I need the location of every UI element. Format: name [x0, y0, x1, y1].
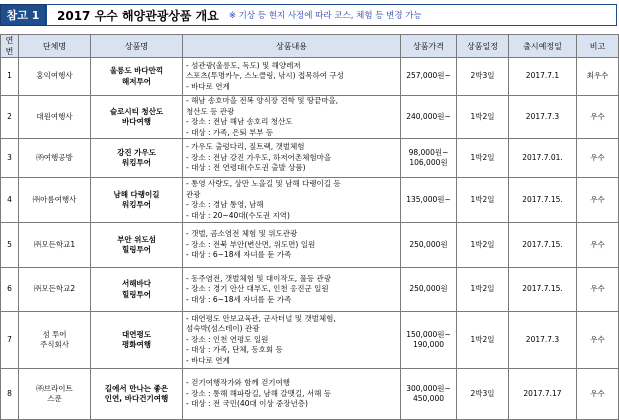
organization-line: 스푼: [47, 394, 62, 403]
product-content-cell: [183, 139, 401, 178]
row-number: 2: [1, 96, 19, 139]
content-line: - 장소 : 경기 안산 대부도, 인천 옹진군 일원: [186, 284, 329, 294]
price-line: 106,000원: [409, 158, 448, 167]
product-name-line: 평화여행: [122, 340, 151, 349]
price-cell: [401, 369, 457, 420]
release-date-cell: 2017.7.17: [509, 369, 577, 420]
product-content-cell: [183, 58, 401, 96]
organization-cell: [19, 369, 91, 420]
product-name-line: 슬로시티 청산도: [109, 106, 164, 116]
organization-cell: [19, 96, 91, 139]
price-line: 135,000원~: [406, 194, 451, 204]
product-table: [0, 34, 619, 420]
column-header: 상품일정: [457, 35, 509, 58]
content-line: - 대상 : 가족, 단체, 동호회 등: [186, 345, 283, 355]
content-line: - 대연평도 안보교육관, 군사터널 및 갯벌체험,: [186, 313, 336, 323]
price-cell: [401, 178, 457, 223]
page-title: 2017 우수 해양관광상품 개요: [57, 8, 219, 23]
column-header: 연번: [1, 35, 19, 58]
table-header-row: [1, 35, 619, 58]
content-line: - 대상 : 전 국민(40대 이상 중장년층): [186, 399, 308, 409]
remark-cell: 우수: [577, 312, 619, 369]
product-name-cell: [91, 268, 183, 312]
product-name-line: 부안 위도섬: [117, 234, 156, 244]
content-line: - 섬관광(울릉도, 독도) 및 해양레저: [186, 60, 301, 70]
content-line: - 장소 : 전남 해남 송호리 청산도: [186, 117, 293, 126]
table-row: [1, 139, 619, 178]
content-line: - 걷기여행작가와 함께 걷기여행: [186, 378, 291, 388]
content-line: 관광: [186, 189, 201, 199]
remark-cell: 우수: [577, 96, 619, 139]
remark-cell: 우수: [577, 139, 619, 178]
organization-line: ㈜브라이트: [36, 383, 73, 393]
organization-line: 홍익여행사: [36, 71, 73, 81]
organization-line: 섬 투어: [42, 329, 67, 339]
product-name-cell: [91, 58, 183, 96]
release-date-cell: 2017.7.15.: [509, 268, 577, 312]
product-name-cell: [91, 96, 183, 139]
release-date-cell: 2017.7.1: [509, 58, 577, 96]
content-line: - 장소 : 전북 부안(변산면, 위도면) 일원: [186, 239, 316, 249]
row-number: 4: [1, 178, 19, 223]
organization-line: ㈜모든학교1: [33, 239, 76, 249]
table-row: [1, 178, 619, 223]
content-line: - 대상 : 20~40대(수도권 지역): [186, 210, 290, 220]
product-name-line: 인연, 바다건기여행: [104, 394, 169, 403]
product-name-cell: [91, 178, 183, 223]
price-cell: [401, 96, 457, 139]
content-line: - 대상 : 6~18세 자녀를 둔 가족: [186, 250, 292, 260]
product-name-cell: [91, 312, 183, 369]
schedule-cell: 1박2일: [457, 96, 509, 139]
release-date-cell: 2017.7.3: [509, 312, 577, 369]
price-line: 190,000: [412, 340, 444, 349]
price-line: 450,000: [412, 394, 444, 403]
content-line: - 장소 : 경남 통영, 남해: [186, 200, 264, 209]
schedule-cell: 1박2일: [457, 139, 509, 178]
product-name-cell: [91, 139, 183, 178]
product-name-line: 울릉도 바다만끽: [109, 66, 164, 75]
table-row: [1, 58, 619, 96]
price-line: 240,000원~: [406, 111, 451, 121]
notice-text: ※ 기상 등 현지 사정에 따라 코스, 체험 등 변경 가능: [228, 11, 422, 21]
product-name-line: 힐링투어: [122, 245, 151, 254]
content-line: - 바다로 연계: [186, 81, 230, 91]
header: [0, 0, 619, 30]
content-line: - 해남 송호마을 전복 양식장 견학 및 땅끝마을,: [186, 96, 339, 105]
organization-cell: [19, 58, 91, 96]
column-header: 출시예정일: [509, 35, 577, 58]
column-header: 비고: [577, 35, 619, 58]
content-line: 청산도 등 관광: [186, 106, 235, 116]
product-name-cell: [91, 369, 183, 420]
remark-cell: 우수: [577, 178, 619, 223]
product-content-cell: [183, 268, 401, 312]
content-line: 스포츠(투명카누, 스노클링, 낚시) 접목하여 구성: [186, 71, 344, 81]
schedule-cell: 1박2일: [457, 223, 509, 268]
remark-cell: 우수: [577, 223, 619, 268]
column-header: 상품내용: [183, 35, 401, 58]
price-cell: [401, 223, 457, 268]
row-number: 5: [1, 223, 19, 268]
schedule-cell: 1박2일: [457, 312, 509, 369]
organization-cell: [19, 312, 91, 369]
price-line: 300,000원~: [406, 383, 451, 393]
product-name-line: 해저투어: [122, 76, 151, 86]
organization-line: ㈜아름여행사: [32, 194, 77, 204]
schedule-cell: 1박2일: [457, 178, 509, 223]
product-name-line: 워킹투어: [122, 200, 151, 209]
content-line: - 가우도 출렁다리, 짚트랙, 갯벌체험: [186, 142, 305, 152]
content-line: - 바다로 연계: [186, 355, 230, 365]
content-line: - 장소 : 통해 해파랑길, 남해 갈맷길, 서해 등: [186, 388, 331, 398]
remark-cell: 우수: [577, 268, 619, 312]
price-line: 150,000원~: [406, 329, 451, 339]
table-row: [1, 223, 619, 268]
product-content-cell: [183, 96, 401, 139]
product-content-cell: [183, 312, 401, 369]
content-line: - 장소 : 전남 강진 가우도, 하저어촌체험마을: [186, 152, 332, 162]
product-content-cell: [183, 369, 401, 420]
content-line: - 대상 : 가족, 은퇴 부부 등: [186, 127, 274, 137]
row-number: 8: [1, 369, 19, 420]
column-header: 상품명: [91, 35, 183, 58]
product-name-line: 대연평도: [122, 329, 151, 339]
table-row: [1, 312, 619, 369]
product-name-line: 강진 가우도: [117, 147, 156, 157]
table-row: [1, 96, 619, 139]
price-line: 250,000원: [409, 284, 448, 294]
product-name-line: 서해바다: [122, 279, 151, 288]
schedule-cell: 1박2일: [457, 268, 509, 312]
row-number: 1: [1, 58, 19, 96]
content-line: - 대상 : 6~18세 자녀를 둔 가족: [186, 294, 292, 304]
product-name-line: 남해 다랭이길: [113, 189, 160, 199]
remark-cell: 우수: [577, 369, 619, 420]
column-header: 단체명: [19, 35, 91, 58]
organization-cell: [19, 268, 91, 312]
price-line: 257,000원~: [406, 71, 451, 81]
table-row: [1, 369, 619, 420]
organization-line: ㈜모든학교2: [33, 284, 76, 294]
product-name-cell: [91, 223, 183, 268]
content-line: 섬숙박(섬스테이) 관광: [186, 324, 260, 334]
content-line: - 동주염전, 갯벌체험 및 대이작도, 풀등 관광: [186, 273, 331, 283]
organization-cell: [19, 178, 91, 223]
product-name-line: 힐링투어: [122, 289, 151, 299]
organization-line: 대원여행사: [36, 111, 73, 121]
release-date-cell: 2017.7.3: [509, 96, 577, 139]
release-date-cell: 2017.7.15.: [509, 223, 577, 268]
row-number: 7: [1, 312, 19, 369]
release-date-cell: 2017.7.15.: [509, 178, 577, 223]
column-header: 상품가격: [401, 35, 457, 58]
price-cell: [401, 58, 457, 96]
product-name-line: 워킹투어: [122, 158, 151, 167]
price-line: 98,000원~: [408, 147, 449, 157]
price-cell: [401, 139, 457, 178]
price-line: 250,000원: [409, 239, 448, 249]
table-row: [1, 268, 619, 312]
price-cell: [401, 268, 457, 312]
content-line: - 갯벌, 곰소염전 체험 및 위도관광: [186, 229, 298, 239]
row-number: 3: [1, 139, 19, 178]
schedule-cell: 2박3일: [457, 369, 509, 420]
remark-cell: 최우수: [577, 58, 619, 96]
content-line: - 장소 : 인천 연평도 일원: [186, 334, 269, 344]
row-number: 6: [1, 268, 19, 312]
title-box: [46, 4, 617, 26]
price-cell: [401, 312, 457, 369]
product-name-line: 길에서 만나는 좋은: [104, 383, 169, 393]
organization-cell: [19, 139, 91, 178]
content-line: - 통영 사량도, 상만 노을길 및 남해 다랭이길 등: [186, 179, 341, 188]
content-line: - 대상 : 전 연령대(수도권 출발 상품): [186, 163, 306, 173]
organization-line: ㈜여행공방: [36, 152, 73, 162]
reference-badge: 참고 1: [0, 4, 46, 26]
product-content-cell: [183, 223, 401, 268]
organization-cell: [19, 223, 91, 268]
product-content-cell: [183, 178, 401, 223]
schedule-cell: 2박3일: [457, 58, 509, 96]
organization-line: 주식회사: [40, 340, 69, 349]
product-name-line: 바다여행: [122, 117, 151, 126]
release-date-cell: 2017.7.01.: [509, 139, 577, 178]
